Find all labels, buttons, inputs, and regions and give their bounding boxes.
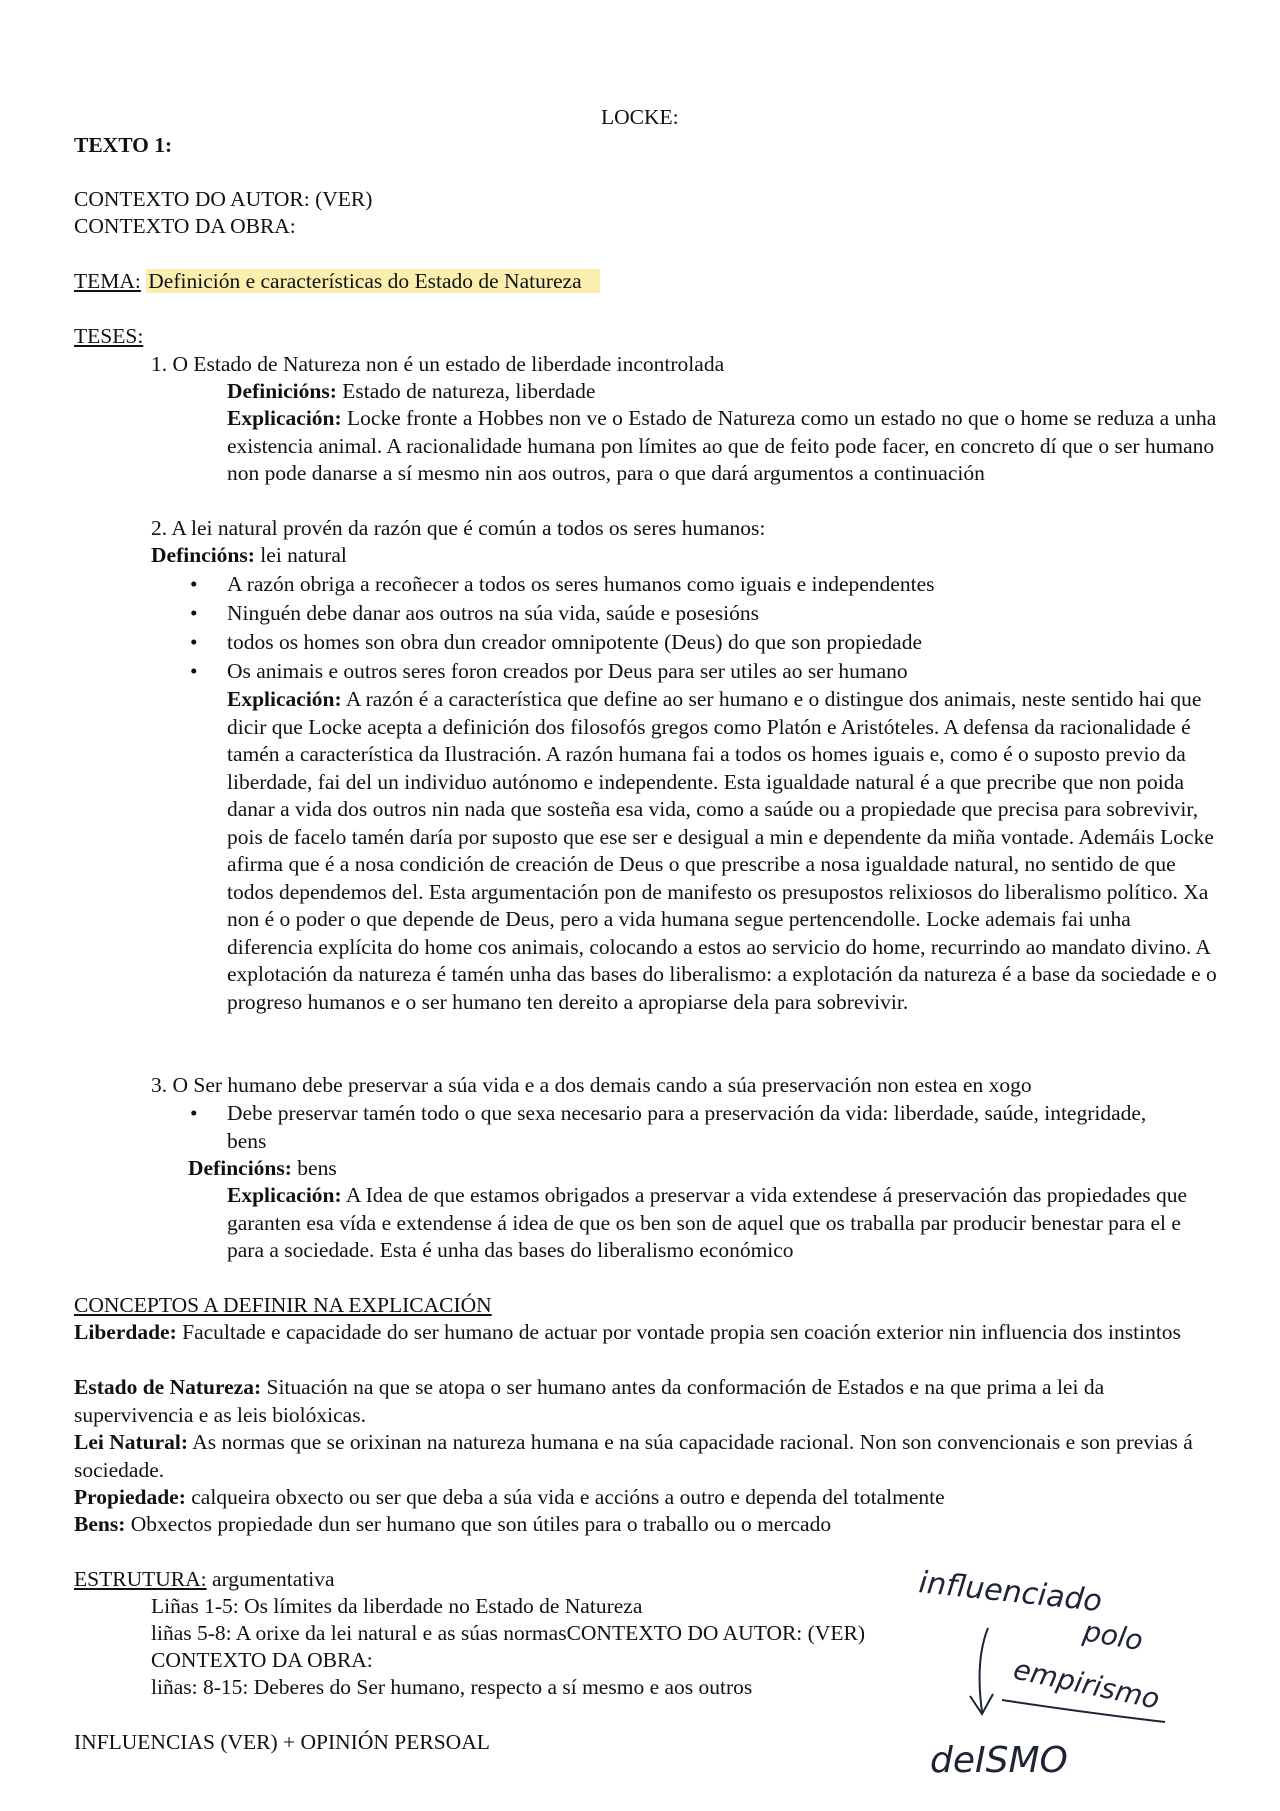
concept-definition: Facultade e capacidade do ser humano de actuar por vontade propia sen coación exterior nin influencia dos instintos	[182, 1320, 1181, 1344]
estrutura-item: CONTEXTO DA OBRA:	[151, 1648, 373, 1672]
arrow-icon	[980, 1628, 988, 1712]
handwritten-note: influenciado	[917, 1565, 1104, 1620]
definitions-label: Defincións:	[188, 1156, 292, 1180]
influencias-line: INFLUENCIAS (VER) + OPINIÓN PERSOAL	[74, 1730, 490, 1754]
concept-term: Liberdade:	[74, 1320, 177, 1344]
concept-term: Propiedade:	[74, 1485, 186, 1509]
definitions-text: Estado de natureza, liberdade	[342, 379, 596, 403]
explanation-text: Locke fronte a Hobbes non ve o Estado de Natureza como un estado no que o home se reduza a unha existencia animal. A racionalidade humana pon límites ao que de feito pode facer, en concreto dí que o ser humano non pode danarse a sí mesmo nin aos outros, para o que dará argumentos a continuación	[227, 406, 1217, 485]
concept-definition: As normas que se orixinan na natureza humana e na súa capacidade racional. Non son convencionais e son previas á sociedade.	[74, 1430, 1193, 1482]
tema-label: TEMA:	[74, 269, 141, 293]
list-item: Os animais e outros seres foron creados por Deus para ser utiles ao ser humano	[227, 659, 908, 683]
list-item: A razón obriga a recoñecer a todos os seres humanos como iguais e independentes	[227, 572, 935, 596]
explanation-text: A Idea de que estamos obrigados a preservar a vida extendese á preservación das propiedades que garanten esa vída e extendense á idea de que os ben son de aquel que os traballa par producir benestar para el e para a sociedade. Esta é unha das bases do liberalismo económico	[227, 1183, 1188, 1262]
page-title: LOCKE:	[601, 105, 679, 129]
concept-definition: Situación na que se atopa o ser humano antes da conformación de Estados e na que prima a lei da supervivencia e as leis biolóxicas.	[74, 1375, 1105, 1427]
bullet-icon: •	[190, 572, 198, 596]
definitions-text: lei natural	[260, 543, 347, 567]
bullet-icon: •	[190, 659, 198, 683]
explanation-label: Explicación:	[227, 1183, 342, 1207]
handwritten-note: deISMO	[930, 1740, 1068, 1781]
tema-text: Definición e características do Estado de Natureza	[146, 269, 599, 293]
explanation-text: A razón é a característica que define ao ser humano e o distingue dos animais, neste sentido hai que dicir que Locke acepta a definición dos filosofós gregos como Platón e Aristóteles. A defensa da racionalidade é tamén a característica da Ilustración. A razón humana fai a todos os homes iguais e, como é o suposto previo da liberdade, fai del un individuo autónomo e independente. Esta igualdade natural é a que precribe que non poida danar a vida dos outros nin nada que sosteña esa vida, como a saúde ou a propiedade que precisa para sobrevivir, pois de facelo tamén daría por suposto que ese ser e desigual a min e dependente da miña vontade. Ademáis Locke afirma que é a nosa condición de creación de Deus o que prescribe a nosa igualdade natural, no sentido de que todos dependemos del. Esta argumentación pon de manifesto os presupostos relixiosos do liberalismo político. Xa non é o poder o que depende de Deus, pero a vida humana segue pertencendolle. Locke ademais fai unha diferencia explícita do home cos animais, colocando a estos ao servicio do home, recurrindo ao mandato divino. A explotación da natureza é tamén unha das bases do liberalismo: a explotación da natureza é a base da sociedade e o progreso humanos e o ser humano ten dereito a apropiarse dela para sobrevivir.	[227, 687, 1217, 1014]
bullet-icon: •	[190, 630, 198, 654]
concept-term: Bens:	[74, 1512, 126, 1536]
tese-2-title: 2. A lei natural provén da razón que é común a todos os seres humanos:	[151, 516, 766, 540]
estrutura-item: liñas: 8-15: Deberes do Ser humano, respecto a sí mesmo e aos outros	[151, 1675, 753, 1699]
estrutura-label: ESTRUTURA:	[74, 1567, 207, 1591]
handwritten-note: empirismo	[1010, 1652, 1163, 1716]
list-item: Debe preservar tamén todo o que sexa necesario para a preservación da vida: liberdade, saúde, integridade, bens	[227, 1101, 1147, 1153]
definitions-label: Defincións:	[151, 543, 255, 567]
conceptos-heading: CONCEPTOS A DEFINIR NA EXPLICACIÓN	[74, 1293, 492, 1317]
context-work: CONTEXTO DA OBRA:	[74, 214, 296, 238]
estrutura-type: argumentativa	[211, 1567, 335, 1591]
explanation-label: Explicación:	[227, 687, 342, 711]
concept-definition: calqueira obxecto ou ser que deba a súa vida e accións a outro e dependa del totalmente	[191, 1485, 945, 1509]
teses-label: TESES:	[74, 324, 144, 348]
texto-heading: TEXTO 1:	[74, 133, 173, 157]
explanation-label: Explicación:	[227, 406, 342, 430]
concept-term: Lei Natural:	[74, 1430, 189, 1454]
bullet-icon: •	[190, 1101, 198, 1125]
estrutura-item: liñas 5-8: A orixe da lei natural e as súas normasCONTEXTO DO AUTOR: (VER)	[151, 1621, 865, 1645]
tese-3-title: 3. O Ser humano debe preservar a súa vida e a dos demais cando a súa preservación non estea en xogo	[151, 1073, 1032, 1097]
bullet-icon: •	[190, 601, 198, 625]
handwritten-note: polo	[1080, 1614, 1146, 1658]
definitions-label: Definicións:	[227, 379, 337, 403]
tese-1-title: 1. O Estado de Natureza non é un estado de liberdade incontrolada	[151, 352, 725, 376]
estrutura-item: Liñas 1-5: Os límites da liberdade no Estado de Natureza	[151, 1594, 643, 1618]
list-item: Ninguén debe danar aos outros na súa vida, saúde e posesións	[227, 601, 759, 625]
list-item: todos os homes son obra dun creador omnipotente (Deus) do que son propiedade	[227, 630, 923, 654]
context-author: CONTEXTO DO AUTOR: (VER)	[74, 187, 373, 211]
concept-term: Estado de Natureza:	[74, 1375, 262, 1399]
definitions-text: bens	[297, 1156, 337, 1180]
concept-definition: Obxectos propiedade dun ser humano que son útiles para o traballo ou o mercado	[130, 1512, 832, 1536]
